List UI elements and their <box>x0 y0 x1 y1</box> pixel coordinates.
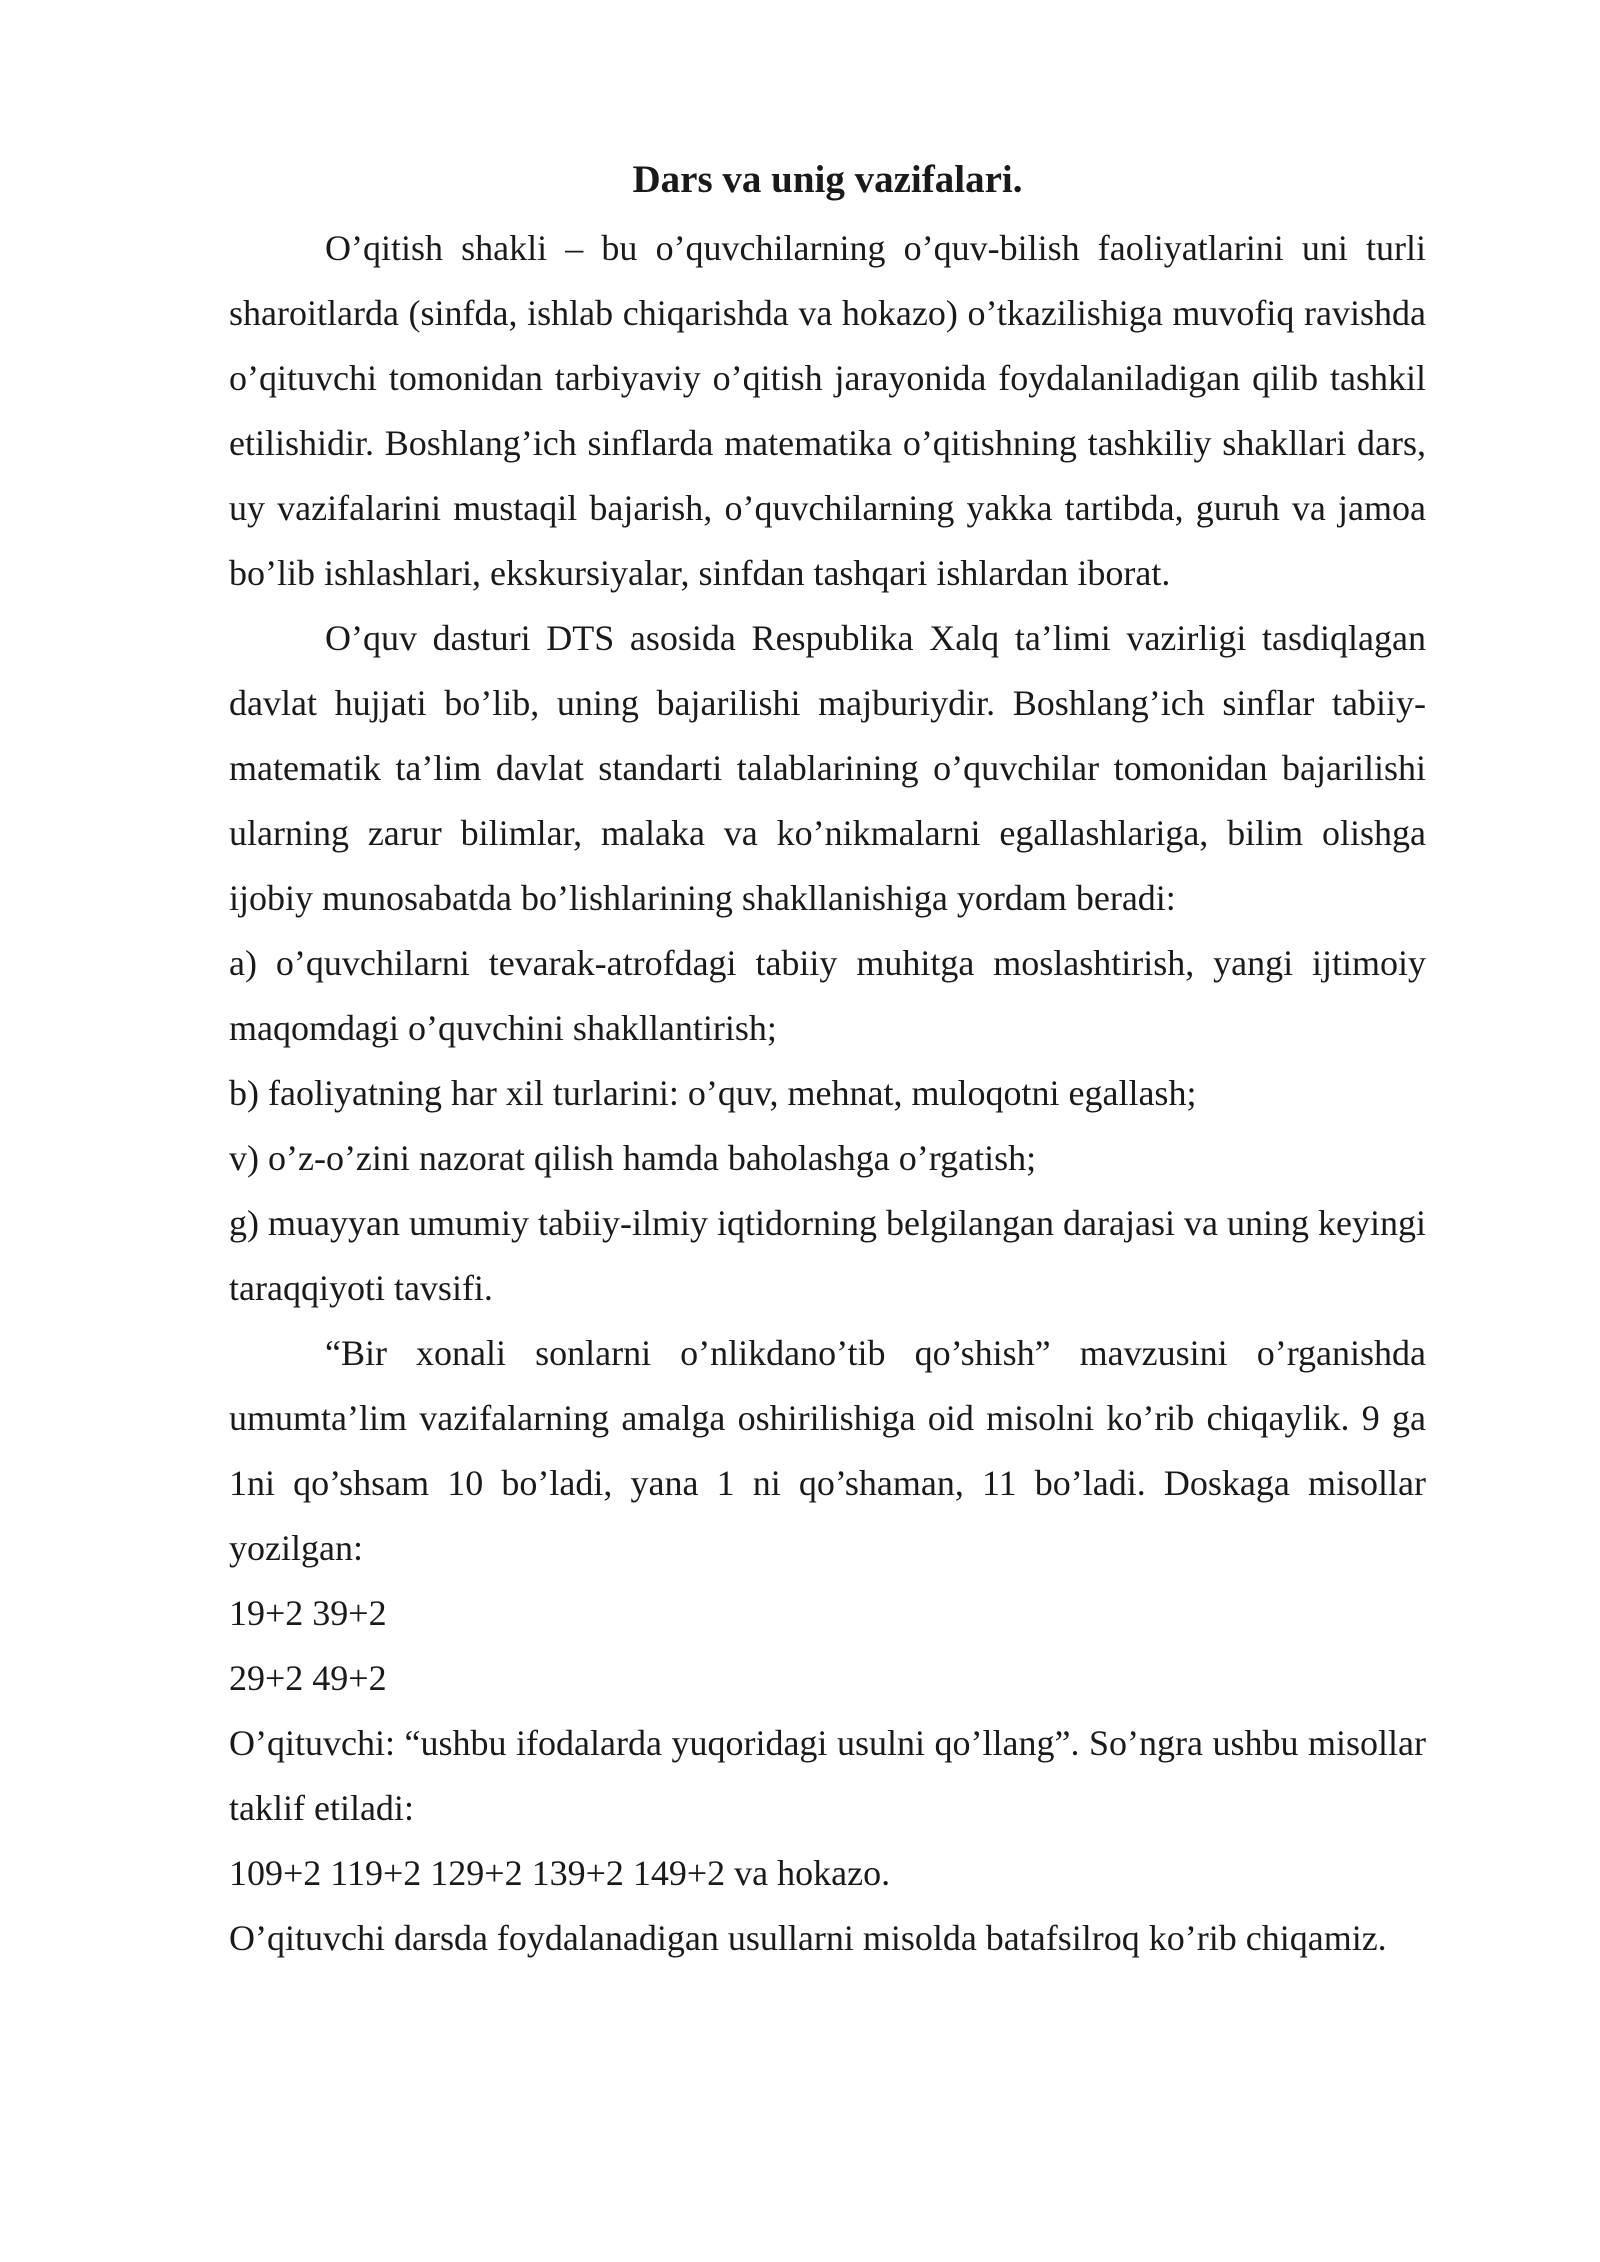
example-line: 29+2 49+2 <box>229 1658 387 1698</box>
list-item: a) o’quvchilarni tevarak-atrofdagi tabiiy muhitga moslashtirish, yangi ijtimoiy maqomdagi o’quvchini shakllantirish; <box>229 943 1426 1048</box>
list-item: v) o’z-o’zini nazorat qilish hamda baholashga o’rgatish; <box>229 1138 1037 1178</box>
paragraph-example-topic: “Bir xonali sonlarni o’nlikdano’tib qo’shish” mavzusini o’rganishda umumta’lim vazifalarning amalga oshirilishiga oid misolni ko’rib chiqaylik. 9 ga 1ni qo’shsam 10 bo’ladi, yana 1 ni qo’shaman, 11 bo’ladi. Doskaga misollar yozilgan: <box>229 1333 1426 1568</box>
example-line: 19+2 39+2 <box>229 1593 387 1633</box>
paragraph-curriculum: O’quv dasturi DTS asosida Respublika Xalq ta’limi vazirligi tasdiqlagan davlat hujjati bo’lib, uning bajarilishi majburiydir. Boshlang’ich sinflar tabiiy-matematik ta’lim davlat standarti talablarining o’quvchilar tomonidan bajarilishi ularning zarur bilimlar, malaka va ko’nikmalarni egallashlariga, bilim olishga ijobiy munosabatda bo’lishlarining shakllanishiga yordam beradi: <box>229 618 1426 918</box>
document-title: Dars va unig vazifalari. <box>632 158 1023 201</box>
closing-line: O’qituvchi darsda foydalanadigan usullarni misolda batafsilroq ko’rib chiqamiz. <box>229 1918 1387 1958</box>
teacher-quote: O’qituvchi: “ushbu ifodalarda yuqoridagi usulni qo’llang”. So’ngra ushbu misollar taklif etiladi: <box>229 1723 1426 1828</box>
list-item: g) muayyan umumiy tabiiy-ilmiy iqtidorning belgilangan darajasi va uning keyingi taraqqiyoti tavsifi. <box>229 1203 1426 1308</box>
document-body <box>229 150 1426 1971</box>
list-item: b) faoliyatning har xil turlarini: o’quv, mehnat, muloqotni egallash; <box>229 1073 1197 1113</box>
more-examples-line: 109+2 119+2 129+2 139+2 149+2 va hokazo. <box>229 1853 891 1893</box>
paragraph-forms-of-teaching: O’qitish shakli – bu o’quvchilarning o’quv-bilish faoliyatlarini uni turli sharoitlarda (sinfda, ishlab chiqarishda va hokazo) o’tkazilishiga muvofiq ravishda o’qituvchi tomonidan tarbiyaviy o’qitish jarayonida foydalaniladigan qilib tashkil etilishidir. Boshlang’ich sinflarda matematika o’qitishning tashkiliy shakllari dars, uy vazifalarini mustaqil bajarish, o’quvchilarning yakka tartibda, guruh va jamoa bo’lib ishlashlari, ekskursiyalar, sinfdan tashqari ishlardan iborat. <box>229 228 1426 593</box>
